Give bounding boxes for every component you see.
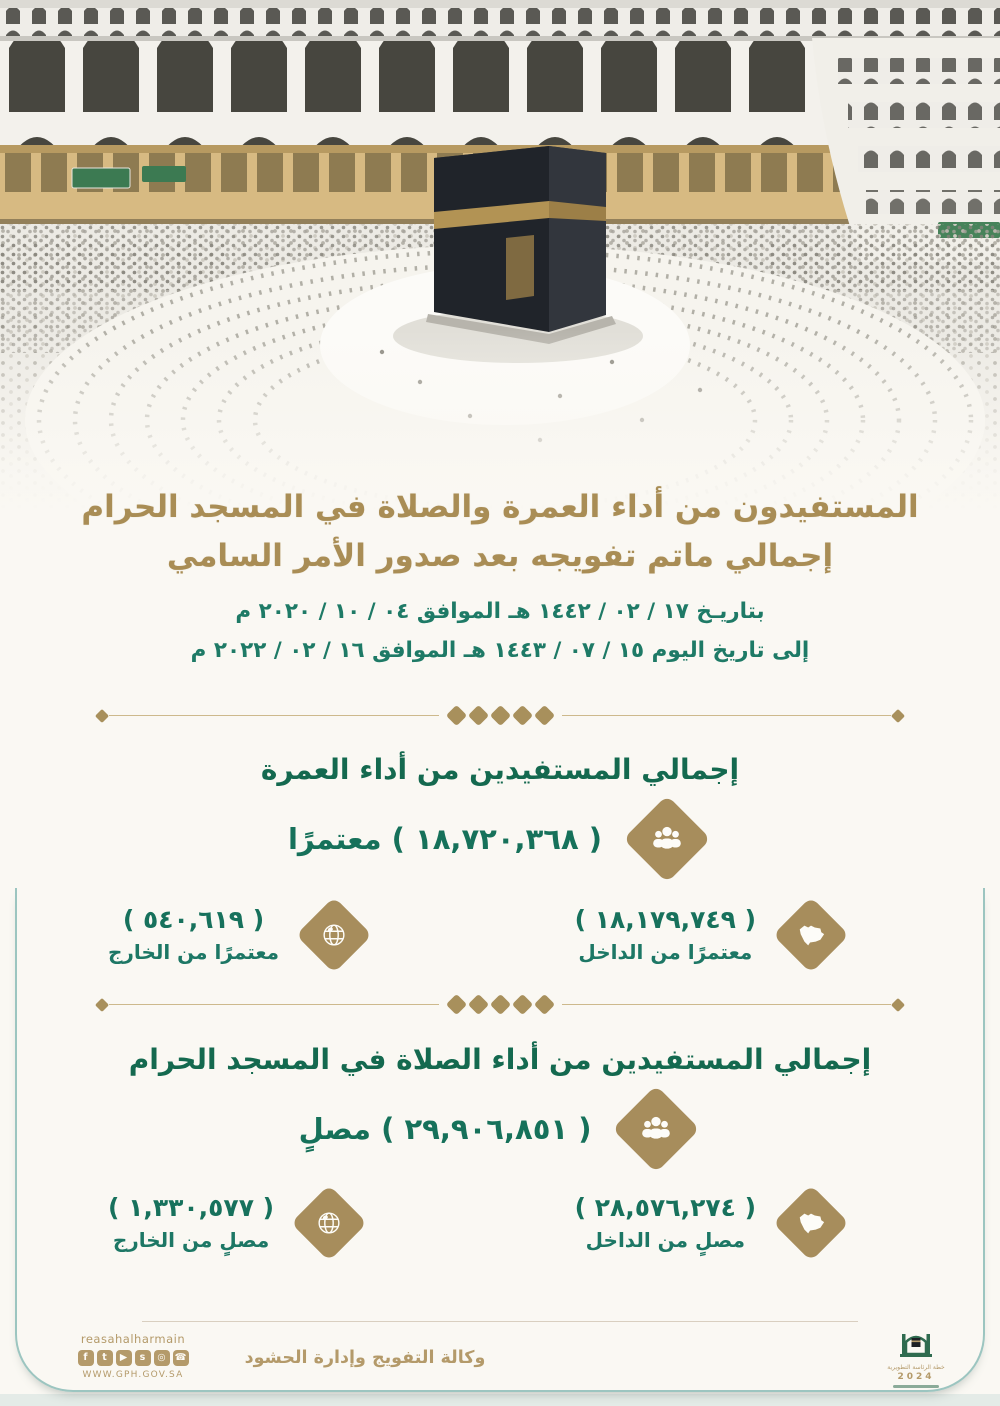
social-block: [68, 1332, 198, 1380]
divider-line: [109, 1004, 439, 1006]
mosque-emblem-icon: [898, 1328, 934, 1358]
divider-center-diamonds: [449, 997, 552, 1012]
bottom-strip: [0, 1394, 1000, 1406]
diamond-ornament-icon: [445, 994, 466, 1015]
people-group-icon: [613, 1085, 701, 1173]
diamond-ornament-icon: [489, 705, 510, 726]
logo-subtitle: خطة الرئاسة التطويرية: [887, 1364, 945, 1371]
saudi-map-icon: [773, 1184, 849, 1260]
diamond-ornament-icon: [533, 705, 554, 726]
snapchat-icon[interactable]: s: [135, 1350, 151, 1366]
umrah-domestic-value: ( ١٨,١٧٩,٧٤٩ ): [574, 905, 756, 934]
divider-line: [562, 715, 892, 717]
page-title-line1: المستفيدون من أداء العمرة والصلاة في المسجد الحرام: [81, 489, 919, 525]
diamond-ornament-icon: [445, 705, 466, 726]
diamond-ornament-icon: [489, 994, 510, 1015]
diamond-ornament-icon: [95, 708, 109, 722]
umrah-foreign-stat: [108, 905, 373, 964]
section-prayer-heading: إجمالي المستفيدين من أداء الصلاة في المسجد الحرام: [128, 1043, 872, 1076]
prayer-total-number: ( ٢٩,٩٠٦,٨٥١ ): [381, 1112, 592, 1146]
divider-line: [562, 1004, 892, 1006]
prayer-domestic-label: مصلٍ من الداخل: [585, 1228, 745, 1252]
globe-icon: [296, 896, 372, 972]
umrah-foreign-label: معتمرًا من الخارج: [108, 940, 280, 964]
diamond-ornament-icon: [511, 994, 532, 1015]
logo-fine-print: [893, 1385, 939, 1388]
umrah-total-number: ( ١٨,٧٢٠,٣٦٨ ): [391, 822, 603, 856]
diamond-ornament-icon: [467, 994, 488, 1015]
diamond-ornament-icon: [467, 705, 488, 726]
ornamental-divider: [95, 708, 905, 723]
diamond-ornament-icon: [533, 994, 554, 1015]
date-range-line1: بتاريـخ ١٧ / ٠٢ / ١٤٤٢ هـ الموافق ٠٤ / ١٠ / ٢٠٢٠ م: [235, 599, 765, 624]
logo-year: 2024: [897, 1372, 935, 1382]
prayer-total-row: [0, 1098, 1000, 1160]
prayer-foreign-stat: [108, 1193, 368, 1252]
footer-divider-line: [142, 1321, 858, 1322]
instagram-icon[interactable]: ◎: [154, 1350, 170, 1366]
umrah-foreign-value: ( ٥٤٠,٦١٩ ): [122, 905, 265, 934]
gph-logo: [880, 1328, 952, 1388]
divider-center-diamonds: [449, 708, 552, 723]
date-range-line2: إلى تاريخ اليوم ١٥ / ٠٧ / ١٤٤٣ هـ الموافق ١٦ / ٠٢ / ٢٠٢٢ م: [190, 638, 810, 663]
umrah-total-unit: معتمرًا: [287, 822, 382, 856]
prayer-foreign-label: مصلٍ من الخارج: [112, 1228, 270, 1252]
diamond-ornament-icon: [891, 708, 905, 722]
prayer-foreign-value: ( ١,٣٣٠,٥٧٧ ): [108, 1193, 275, 1222]
contact-icon[interactable]: ☎: [173, 1350, 189, 1366]
prayer-domestic-value: ( ٢٨,٥٧٦,٢٧٤ ): [574, 1193, 756, 1222]
globe-icon: [291, 1184, 367, 1260]
people-group-icon: [623, 795, 711, 883]
agency-name: وكالة التفويج وإدارة الحشود: [244, 1348, 486, 1368]
diamond-ornament-icon: [511, 705, 532, 726]
umrah-total-value: [288, 822, 602, 856]
prayer-total-unit: مصلٍ: [298, 1112, 371, 1146]
prayer-total-value: [299, 1112, 592, 1146]
page-title-line2: إجمالي ماتم تفويجه بعد صدور الأمر السامي: [166, 538, 834, 574]
saudi-map-icon: [773, 896, 849, 972]
umrah-domestic-label: معتمرًا من الداخل: [578, 940, 753, 964]
twitter-icon[interactable]: t: [97, 1350, 113, 1366]
masjid-al-haram-photo: [0, 0, 1000, 512]
social-handle: reasahalharmain: [80, 1332, 186, 1346]
section-umrah-heading: إجمالي المستفيدين من أداء العمرة: [260, 753, 740, 786]
ornamental-divider: [95, 997, 905, 1012]
youtube-icon[interactable]: ▶: [116, 1350, 132, 1366]
divider-line: [109, 715, 439, 717]
website-url[interactable]: WWW.GPH.GOV.SA: [82, 1370, 184, 1380]
facebook-icon[interactable]: f: [78, 1350, 94, 1366]
umrah-domestic-stat: [575, 905, 850, 964]
diamond-ornament-icon: [95, 997, 109, 1011]
social-icons-row: [68, 1350, 198, 1366]
prayer-domestic-stat: [575, 1193, 850, 1252]
diamond-ornament-icon: [891, 997, 905, 1011]
umrah-total-row: [0, 808, 1000, 870]
